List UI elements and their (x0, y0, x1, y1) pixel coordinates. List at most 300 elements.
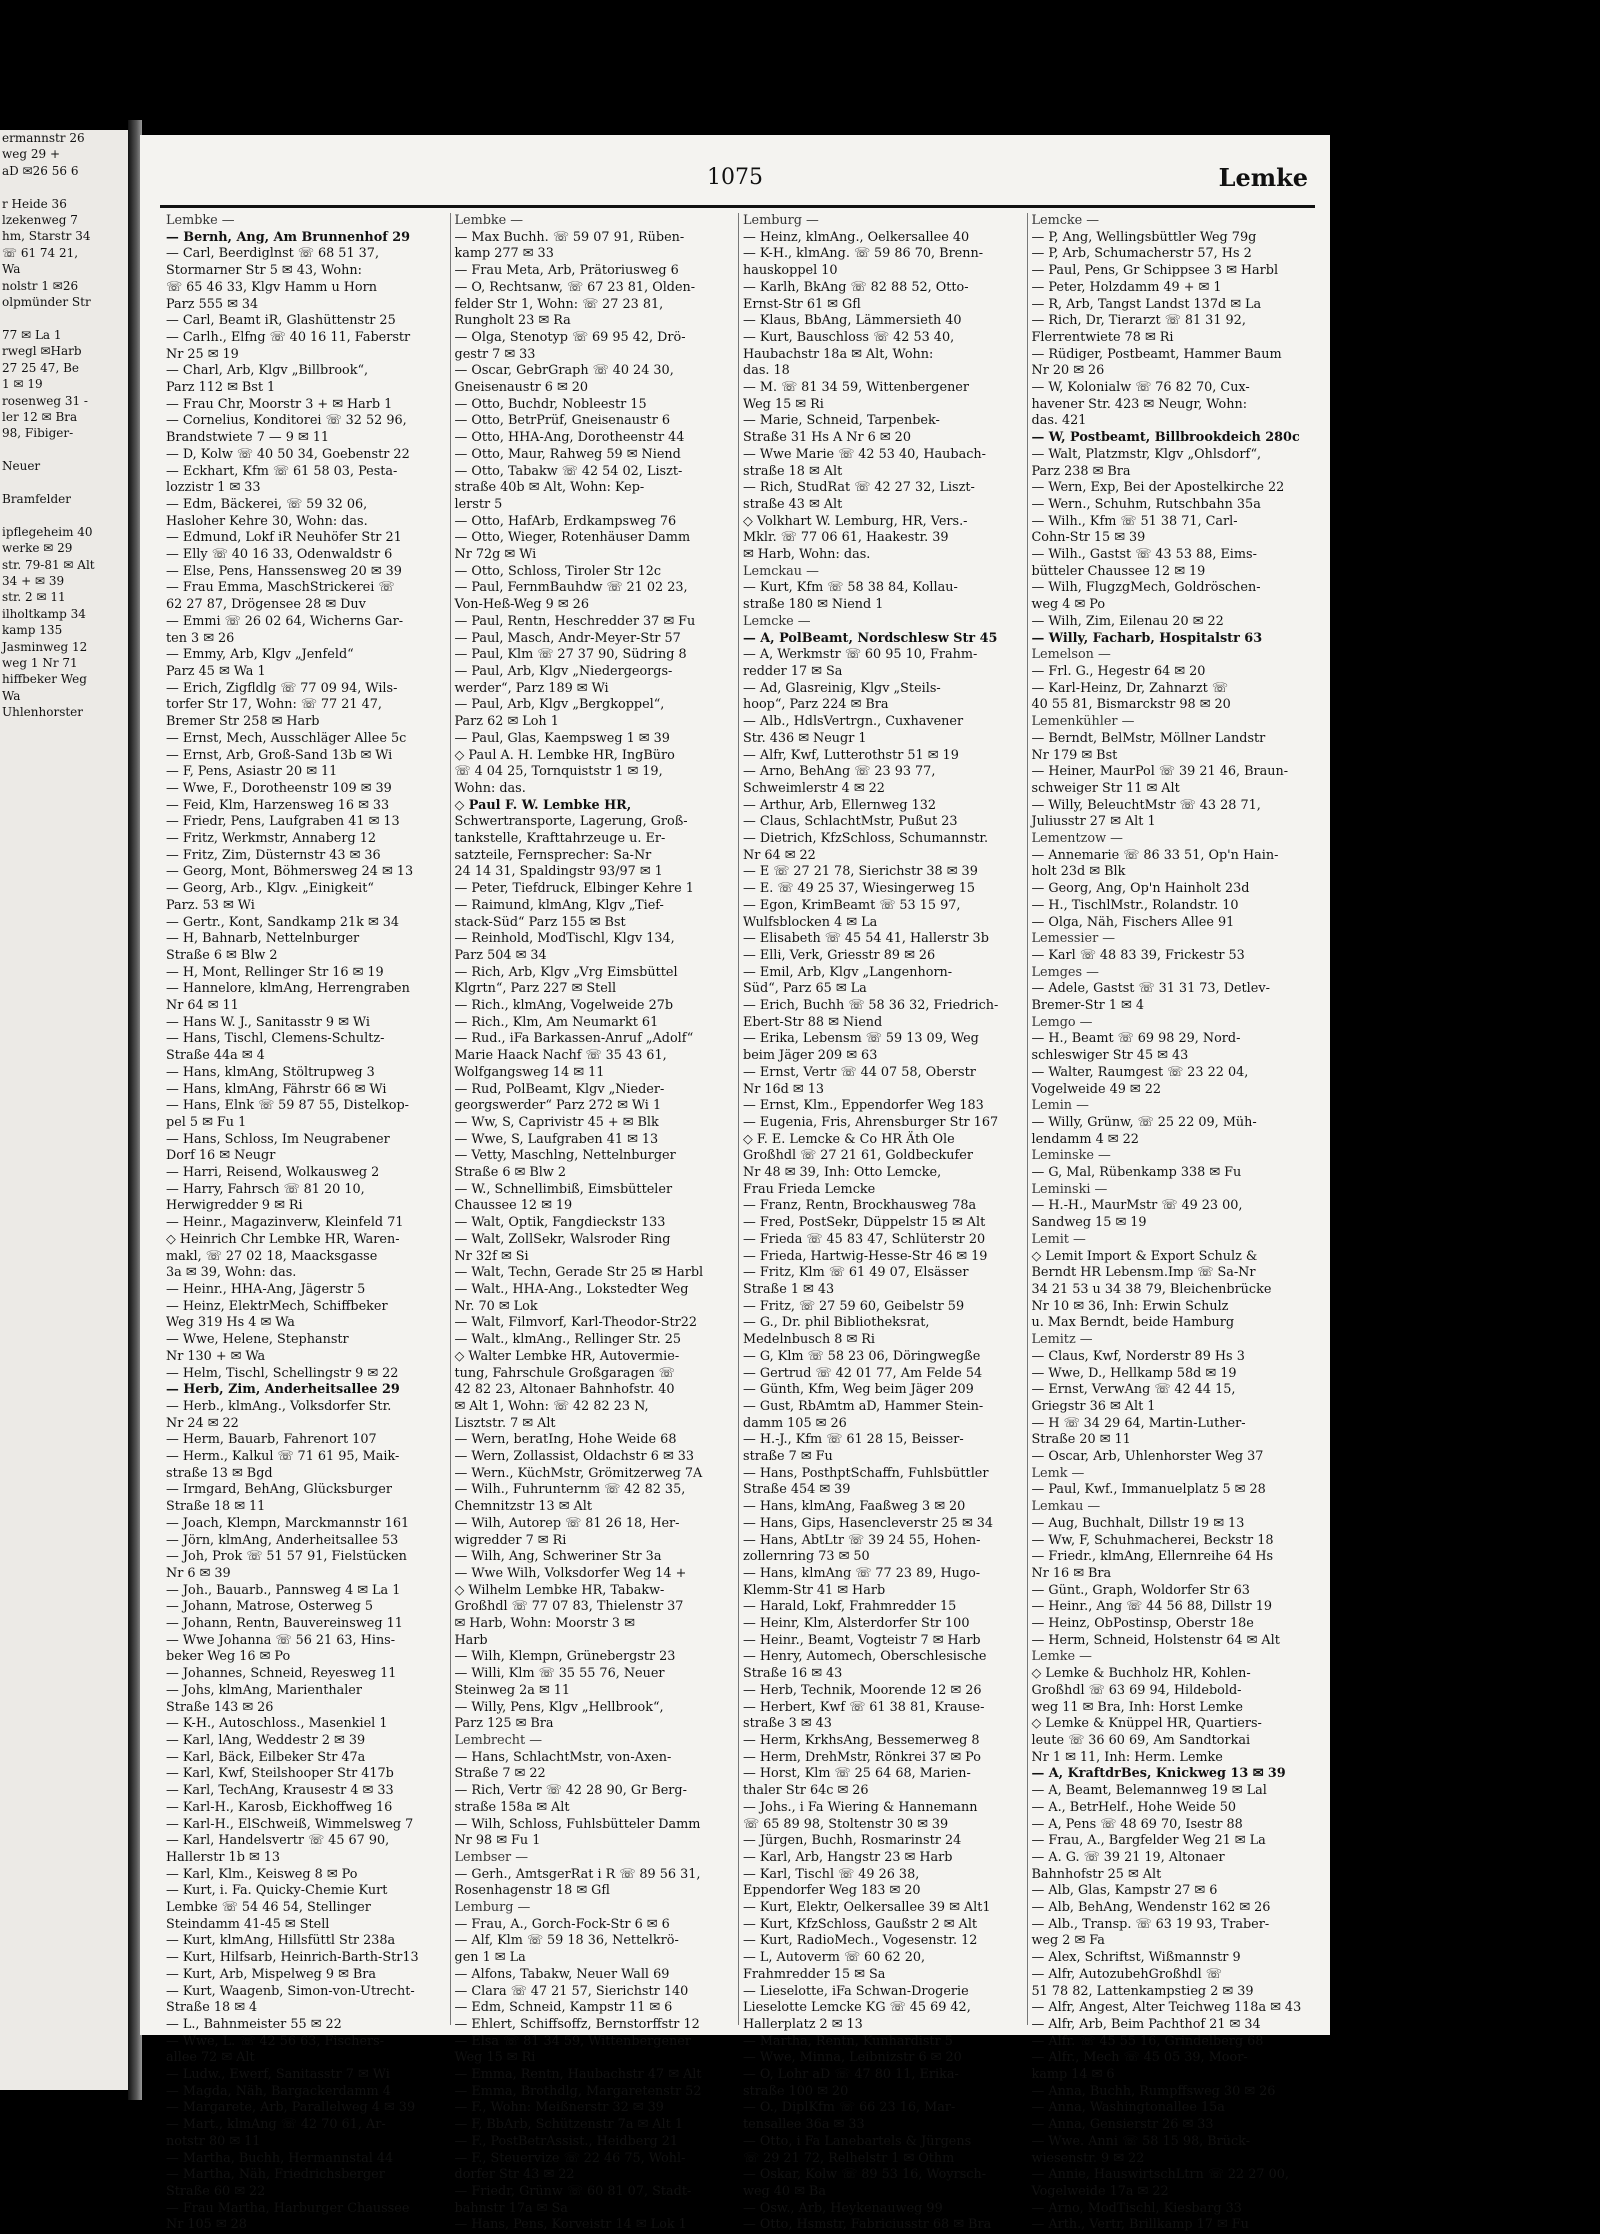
column-1 (162, 213, 450, 2233)
directory-entry: — Edmund, Lokf iR Neuhöfer Str 21 (166, 530, 402, 546)
directory-entry: — G., Dr. phil Bibliotheksrat, (743, 1315, 930, 1331)
left-page-line: str. 2 ✉ 11 (2, 590, 66, 605)
directory-entry: — Willy, Grünw, ☏ 25 22 09, Müh- (1031, 1114, 1257, 1130)
directory-entry: — Paul, Arb, Klgv „Niedergeorgs- (454, 663, 673, 679)
directory-entry: Nr 1 ✉ 11, Inh: Herm. Lemke (1031, 1749, 1223, 1765)
directory-entry: — Kurt, Kfm ☏ 58 38 84, Kollau- (743, 580, 958, 596)
directory-entry: — Olga, Stenotyp ☏ 69 95 42, Drö- (454, 329, 686, 345)
directory-entry: Parz 125 ✉ Bra (454, 1716, 554, 1732)
directory-entry: Hasloher Kehre 30, Wohn: das. (166, 513, 368, 529)
directory-entry: Parz 504 ✉ 34 (454, 947, 547, 963)
directory-entry: Wohn: das. (454, 780, 526, 796)
directory-entry: — Karl, Klm., Keisweg 8 ✉ Po (166, 1866, 358, 1882)
surname-heading: Lemburg — (743, 213, 819, 228)
directory-entry: — Fritz, Zim, Düsternstr 43 ✉ 36 (166, 847, 381, 863)
directory-entry: Straße 6 ✉ Blw 2 (166, 947, 278, 963)
directory-entry: — L, Autoverm ☏ 60 62 20, (743, 1950, 926, 1966)
directory-entry: Haubachstr 18a ✉ Alt, Wohn: (743, 346, 934, 362)
directory-entry: — Rud, PolBeamt, Klgv „Nieder- (454, 1081, 665, 1097)
directory-entry: Großhdl ☏ 77 07 83, Thielenstr 37 (454, 1599, 684, 1615)
directory-entry: — Rüdiger, Postbeamt, Hammer Baum (1031, 346, 1282, 362)
directory-entry: Von-Heß-Weg 9 ✉ 26 (454, 597, 589, 613)
directory-entry: — Eckhart, Kfm ☏ 61 58 03, Pesta- (166, 463, 398, 479)
directory-entry: — Harri, Reisend, Wolkausweg 2 (166, 1165, 380, 1181)
surname-heading: Lementzow — (1031, 831, 1123, 847)
directory-entry: ☏ 29 21 72, Relhelstr 1 ✉ Othm (743, 2150, 955, 2166)
directory-entry: Wulfsblocken 4 ✉ La (743, 914, 878, 930)
directory-entry: — Carl, Beerdiglnst ☏ 68 51 37, (166, 246, 380, 262)
directory-entry: — Alfr., Mech ☏ 45 05 39, Moor- (1031, 2050, 1248, 2066)
directory-entry: Schweimlerstr 4 ✉ 22 (743, 780, 885, 796)
directory-entry: — Paul, Glas, Kaempsweg 1 ✉ 39 (454, 730, 670, 746)
directory-entry: ◇ Lemke & Buchholz HR, Kohlen- (1031, 1666, 1251, 1682)
directory-entry: — Emmy, Arb, Klgv „Jenfeld“ (166, 647, 354, 663)
left-page-line: ler 12 ✉ Bra (2, 409, 78, 424)
directory-entry: — Kurt, Hilfsarb, Heinrich-Barth-Str13 (166, 1950, 419, 1966)
surname-heading: Lemcke — (743, 613, 811, 629)
directory-entry: — Elisabeth ☏ 45 54 41, Hallerstr 3b (743, 931, 989, 947)
directory-entry: — Marie, Schneid, Tarpenbek- (743, 413, 940, 429)
directory-entry: — F., Steuervize ☏ 22 46 75, Wohl- (454, 2150, 686, 2166)
left-page-line: Wa (2, 688, 21, 703)
directory-entry: Großhdl ☏ 27 21 61, Goldbeckufer (743, 1148, 973, 1164)
directory-entry: allee 72 ✉ Alt (166, 2050, 255, 2066)
directory-entry: Bahnhofstr 25 ✉ Alt (1031, 1866, 1162, 1882)
directory-entry: — Gertr., Kont, Sandkamp 21k ✉ 34 (166, 914, 400, 930)
left-page-line: 34 + ✉ 39 (2, 573, 65, 588)
directory-entry: straße 158a ✉ Alt (454, 1799, 570, 1815)
directory-entry: kamp 277 ✉ 33 (454, 246, 554, 262)
directory-entry: — Egon, KrimBeamt ☏ 53 15 97, (743, 897, 961, 913)
directory-entry: Sandweg 15 ✉ 19 (1031, 1215, 1147, 1231)
directory-entry: — Johs, klmAng, Marienthaler (166, 1682, 362, 1698)
directory-entry: — Emma, Rentn, Haubachstr 47 ✉ Alt (454, 2067, 702, 2083)
column-2 (450, 213, 739, 2233)
directory-entry: — Joach, Klempn, Marckmannstr 161 (166, 1515, 410, 1531)
directory-entry: — Joh, Prok ☏ 51 57 91, Fielstücken (166, 1549, 407, 1565)
left-page-line: aD ✉26 56 6 (2, 163, 79, 178)
left-page-line: str. 79-81 ✉ Alt (2, 557, 95, 572)
directory-entry: — A., BetrHelf., Hohe Weide 50 (1031, 1799, 1236, 1815)
directory-entry: Nr 24 ✉ 22 (166, 1415, 239, 1431)
directory-entry: — Herb., klmAng., Volksdorfer Str. (166, 1398, 392, 1414)
directory-entry: — Kurt, Bauschloss ☏ 42 53 40, (743, 329, 955, 345)
directory-entry: — Gerh., AmtsgerRat i R ☏ 89 56 31, (454, 1866, 701, 1882)
left-page-line: 98, Fibiger- (2, 426, 74, 441)
directory-entry: — Harry, Fahrsch ☏ 81 20 10, (166, 1181, 365, 1197)
directory-entry: bahnstr 17a ✉ Sa (454, 2200, 568, 2216)
directory-entry: Weg 319 Hs 4 ✉ Wa (166, 1315, 295, 1331)
directory-entry: — Max Buchh. ☏ 59 07 91, Rüben- (454, 229, 685, 245)
directory-entry: Nr 130 + ✉ Wa (166, 1348, 266, 1364)
surname-heading: Lemkau — (1031, 1499, 1101, 1515)
directory-entry: — Heiner, MaurPol ☏ 39 21 46, Braun- (1031, 764, 1289, 780)
directory-entry: Rosenhagenstr 18 ✉ Gfl (454, 1883, 610, 1899)
directory-entry: — Klaus, BbAng, Lämmersieth 40 (743, 313, 962, 329)
directory-entry: Brandstwiete 7 — 9 ✉ 11 (166, 430, 330, 446)
directory-entry: — Else, Pens, Hanssensweg 20 ✉ 39 (166, 563, 402, 579)
directory-entry: — Anna, Buchh, Rumpffsweg 30 ✉ 26 (1031, 2083, 1276, 2099)
directory-entry: — Annie, HauswirtschLtrn ☏ 22 27 00, (1031, 2167, 1289, 2183)
directory-entry: — Wwe, Helene, Stephanstr (166, 1332, 349, 1348)
directory-entry: Nr 32f ✉ Si (454, 1248, 529, 1264)
directory-entry: Parz 62 ✉ Loh 1 (454, 714, 559, 730)
directory-entry: — Kurt, KfzSchloss, Gaußstr 2 ✉ Alt (743, 1916, 978, 1932)
directory-entry: — Harald, Lokf, Frahmredder 15 (743, 1599, 957, 1615)
directory-entry: — Wwe, L. ☏ 42 56 63, Fischers- (166, 2033, 385, 2049)
directory-entry: — E. ☏ 49 25 37, Wiesingerweg 15 (743, 881, 975, 897)
directory-entry: — D, Kolw ☏ 40 50 34, Goebenstr 22 (166, 446, 410, 462)
header-rule (160, 205, 1315, 208)
directory-entry: — Oscar, GebrGraph ☏ 40 24 30, (454, 363, 674, 379)
directory-entry: — Ernst, Klm., Eppendorfer Weg 183 (743, 1098, 984, 1114)
directory-entry: straße 43 ✉ Alt (743, 496, 843, 512)
directory-entry: — Ernst, VerwAng ☏ 42 44 15, (1031, 1382, 1236, 1398)
surname-heading: Lembser — (454, 1849, 529, 1865)
left-page-line: ermannstr 26 (2, 131, 85, 145)
directory-entry: — Claus, Kwf, Norderstr 89 Hs 3 (1031, 1348, 1245, 1364)
directory-entry: — Wern, Zollassist, Oldachstr 6 ✉ 33 (454, 1449, 695, 1465)
directory-entry: — Alb., HdlsVertrgn., Cuxhavener (743, 714, 964, 730)
directory-entry: Parz. 53 ✉ Wi (166, 897, 255, 913)
directory-entry: straße 3 ✉ 43 (743, 1716, 832, 1732)
directory-entry: — Wilh, Schloss, Fuhlsbütteler Damm (454, 1816, 701, 1832)
directory-entry: 51 78 82, Lattenkampstieg 2 ✉ 39 (1031, 1983, 1254, 1999)
directory-entry: — Wwe Wilh, Volksdorfer Weg 14 + (454, 1565, 687, 1581)
directory-entry: pel 5 ✉ Fu 1 (166, 1114, 247, 1130)
directory-entry: — Gust, RbAmtm aD, Hammer Stein- (743, 1398, 984, 1414)
directory-entry: — Wwe, D., Hellkamp 58d ✉ 19 (1031, 1365, 1237, 1381)
directory-entry: 42 82 23, Altonaer Bahnhofstr. 40 (454, 1382, 675, 1398)
directory-entry: 3a ✉ 39, Wohn: das. (166, 1265, 297, 1281)
directory-entry: Nr 72g ✉ Wi (454, 547, 537, 563)
directory-entry: — Hans, Gips, Hasencleverstr 25 ✉ 34 (743, 1515, 994, 1531)
directory-entry: — Karl-H., Karosb, Eickhoffweg 16 (166, 1799, 393, 1815)
directory-entry: — Hans, klmAng, Faaßweg 3 ✉ 20 (743, 1499, 966, 1515)
directory-entry: ◇ Lemke & Knüppel HR, Quartiers- (1031, 1716, 1262, 1732)
directory-entry: torfer Str 17, Wohn: ☏ 77 21 47, (166, 697, 382, 713)
directory-entry: Chaussee 12 ✉ 19 (454, 1198, 573, 1214)
directory-entry: — Gertrud ☏ 42 01 77, Am Felde 54 (743, 1365, 983, 1381)
directory-entry: weg 11 ✉ Bra, Inh: Horst Lemke (1031, 1699, 1243, 1715)
directory-entry: Nr 48 ✉ 39, Inh: Otto Lemcke, (743, 1165, 942, 1181)
directory-entry: — Hans, AbtLtr ☏ 39 24 55, Hohen- (743, 1532, 981, 1548)
directory-entry: — Wwe, F., Dorotheenstr 109 ✉ 39 (166, 780, 392, 796)
directory-entry: — R, Arb, Tangst Landst 137d ✉ La (1031, 296, 1262, 312)
directory-entry: — Wwe, S, Laufgraben 41 ✉ 13 (454, 1131, 659, 1147)
directory-entry: — Wilh, Klempn, Grünebergstr 23 (454, 1649, 676, 1665)
directory-entry: beim Jäger 209 ✉ 63 (743, 1048, 878, 1064)
directory-entry: ◇ Wilhelm Lembke HR, Tabakw- (454, 1582, 665, 1598)
directory-entry: — Herm., Kalkul ☏ 71 61 95, Maik- (166, 1449, 400, 1465)
running-head: Lemke (1218, 163, 1308, 192)
directory-entry: — Oscar, Arb, Uhlenhorster Weg 37 (1031, 1449, 1264, 1465)
directory-entry: — Paul, FernmBauhdw ☏ 21 02 23, (454, 580, 688, 596)
directory-entry: — Franz, Rentn, Brockhausweg 78a (743, 1198, 977, 1214)
directory-entry: straße 180 ✉ Niend 1 (743, 597, 884, 613)
directory-entry: felder Str 1, Wohn: ☏ 27 23 81, (454, 296, 664, 312)
directory-entry: — Hans, SchlachtMstr, von-Axen- (454, 1749, 672, 1765)
directory-entry: Griegstr 36 ✉ Alt 1 (1031, 1398, 1156, 1414)
directory-entry: — Herbert, Kwf ☏ 61 38 81, Krause- (743, 1699, 985, 1715)
directory-entry: — Otto, Wieger, Rotenhäuser Damm (454, 530, 691, 546)
directory-entry: — Paul, Rentn, Heschredder 37 ✉ Fu (454, 613, 696, 629)
directory-entry: — Heinr., HHA-Ang, Jägerstr 5 (166, 1282, 366, 1297)
directory-entry: — Hans W. J., Sanitasstr 9 ✉ Wi (166, 1014, 370, 1030)
directory-entry: lendamm 4 ✉ 22 (1031, 1131, 1139, 1147)
directory-entry: Parz 112 ✉ Bst 1 (166, 380, 276, 396)
directory-entry: — Fritz, ☏ 27 59 60, Geibelstr 59 (743, 1298, 965, 1314)
directory-entry: Juliusstr 27 ✉ Alt 1 (1031, 814, 1156, 830)
directory-entry: Lieselotte Lemcke KG ☏ 45 69 42, (743, 2000, 971, 2016)
directory-entry: holt 23d ✉ Blk (1031, 864, 1126, 880)
directory-entry: Straße 18 ✉ 11 (166, 1499, 266, 1515)
directory-entry: ◇ Volkhart W. Lemburg, HR, Vers.- (743, 513, 968, 529)
directory-entry: — K-H., klmAng. ☏ 59 86 70, Brenn- (743, 246, 984, 262)
directory-entry: — Wilh., Kfm ☏ 51 38 71, Carl- (1031, 513, 1238, 529)
directory-entry: gen 1 ✉ La (454, 1950, 526, 1966)
directory-entry: 40 55 81, Bismarckstr 98 ✉ 20 (1031, 697, 1231, 713)
directory-entry: ☏ 65 46 33, Klgv Hamm u Horn (166, 279, 377, 295)
left-page-line: 27 25 47, Be (2, 360, 79, 375)
directory-entry: Straße 20 ✉ 11 (1031, 1432, 1131, 1448)
surname-heading: Lemcke — (1031, 213, 1100, 228)
directory-entry: — Carl, Beamt iR, Glashüttenstr 25 (166, 313, 396, 329)
directory-entry: Straße 44a ✉ 4 (166, 1048, 265, 1064)
directory-entry: ten 3 ✉ 26 (166, 630, 235, 646)
directory-entry: — Herm, Bauarb, Fahrenort 107 (166, 1432, 377, 1448)
left-page-line: Jasminweg 12 (2, 639, 88, 654)
left-page-line (0, 179, 128, 195)
directory-entry: — Willi, Klm ☏ 35 55 76, Neuer (454, 1666, 665, 1682)
directory-entry: — Paul, Pens, Gr Schippsee 3 ✉ Harbl (1031, 263, 1279, 279)
surname-heading: Lemges — (1031, 964, 1099, 980)
directory-entry: — Heinz, ElektrMech, Schiffbeker (166, 1298, 388, 1314)
directory-entry: weg 2 ✉ Fa (1031, 1933, 1105, 1949)
directory-page (140, 135, 1330, 2233)
surname-heading: Lemgo — (1031, 1014, 1093, 1030)
directory-entry: Ebert-Str 88 ✉ Niend (743, 1014, 883, 1030)
left-page-line (0, 475, 128, 491)
directory-entry: wigredder 7 ✉ Ri (454, 1532, 567, 1548)
directory-entry: — Georg, Arb., Klgv. „Einigkeit“ (166, 881, 374, 897)
directory-entry: — H, Mont, Rellinger Str 16 ✉ 19 (166, 964, 384, 980)
directory-entry: — Alfr, Kwf, Lutterothstr 51 ✉ 19 (743, 747, 959, 763)
column-4 (1027, 213, 1316, 2233)
directory-entry: Harb (454, 1632, 488, 1648)
directory-entry: — Margarete, Arb, Parallelweg 4 ✉ 39 (166, 2100, 416, 2116)
directory-entry: weg 40 ✉ Ba (743, 2183, 826, 2199)
directory-entry: — Annemarie ☏ 86 33 51, Op'n Hain- (1031, 847, 1279, 863)
directory-entry: — Alfr, AutozubehGroßhdl ☏ (1031, 1966, 1222, 1982)
directory-entry: Lembke ☏ 54 46 54, Stellinger (166, 1900, 371, 1916)
directory-entry: wiesenstr. 9 ✉ 22 (1031, 2150, 1145, 2166)
directory-entry: Str. 436 ✉ Neugr 1 (743, 730, 867, 746)
surname-heading: Lembrecht — (454, 1732, 543, 1748)
surname-heading: Lemenkühler — (1031, 714, 1135, 730)
directory-entry: weg 4 ✉ Po (1031, 597, 1106, 613)
directory-entry: — Karl ☏ 48 83 39, Frickestr 53 (1031, 947, 1245, 963)
surname-heading: Lemitz — (1031, 1332, 1093, 1348)
directory-entry: — Rich., klmAng, Vogelweide 27b (454, 998, 674, 1014)
directory-entry: — Fred, PostSekr, Düppelstr 15 ✉ Alt (743, 1215, 986, 1231)
directory-entry: — Anna, Washingtonallee 15a (1031, 2100, 1225, 2116)
directory-entry: — H.-J., Kfm ☏ 61 28 15, Beisser- (743, 1432, 964, 1448)
left-page-line: kamp 135 (2, 623, 63, 638)
directory-entry: — Alb, BehAng, Wendenstr 162 ✉ 26 (1031, 1900, 1271, 1916)
directory-entry: — Willy, Facharb, Hospitalstr 63 (1031, 630, 1263, 646)
directory-entry: — L., Bahnmeister 55 ✉ 22 (166, 2016, 342, 2032)
directory-entry: Vogelweide 17a ✉ 22 (1031, 2183, 1169, 2199)
directory-entry: — Heinr., Beamt, Vogteistr 7 ✉ Harb (743, 1632, 981, 1648)
directory-entry: Nr 98 ✉ Fu 1 (454, 1833, 541, 1849)
directory-entry: — Kurt, Arb, Mispelweg 9 ✉ Bra (166, 1966, 377, 1982)
directory-entry: Gneisenaustr 6 ✉ 20 (454, 380, 589, 396)
directory-entry: bütteler Chaussee 12 ✉ 19 (1031, 563, 1206, 579)
directory-entry: Straße 143 ✉ 26 (166, 1699, 274, 1715)
directory-entry: ◇ Lemit Import & Export Schulz & (1031, 1248, 1258, 1264)
directory-entry: — Günt., Graph, Woldorfer Str 63 (1031, 1582, 1250, 1598)
directory-entry: — Friedr, Grünw ☏ 60 81 07, Stadt- (454, 2183, 692, 2199)
directory-entry: — H., Beamt ☏ 69 98 29, Nord- (1031, 1031, 1241, 1047)
directory-entry: — Eugenia, Fris, Ahrensburger Str 167 (743, 1114, 999, 1130)
directory-entry: Nr 16d ✉ 13 (743, 1081, 824, 1097)
directory-entry: — Magda, Näh, Bargackerdamm 4 (166, 2083, 391, 2099)
directory-entry: — Alb., Transp. ☏ 63 19 93, Traber- (1031, 1916, 1270, 1932)
directory-entry: — Walt., klmAng., Rellinger Str. 25 (454, 1332, 682, 1348)
directory-entry: — Charl, Arb, Klgv „Billbrook“, (166, 363, 369, 379)
directory-entry: — Paul, Masch, Andr-Meyer-Str 57 (454, 630, 681, 646)
directory-entry: — Arthur, Arb, Ellernweg 132 (743, 797, 937, 813)
surname-heading: Lemckau — (743, 563, 819, 579)
directory-entry: Weg 15 ✉ Ri (743, 396, 824, 412)
directory-entry: — Erich, Zigfldlg ☏ 77 09 94, Wils- (166, 680, 398, 696)
columns (162, 213, 1315, 2233)
directory-entry: werder“, Parz 189 ✉ Wi (454, 680, 609, 696)
directory-entry: Klemm-Str 41 ✉ Harb (743, 1582, 886, 1598)
directory-entry: — O, Lohr aD ☏ 47 80 11, Erika- (743, 2067, 959, 2083)
directory-entry: — G, Klm ☏ 58 23 06, Döringwegße (743, 1348, 981, 1364)
directory-entry: — Rich, Vertr ☏ 42 28 90, Gr Berg- (454, 1783, 687, 1799)
directory-entry: schweiger Str 11 ✉ Alt (1031, 780, 1180, 796)
directory-entry: — Berndt, BelMstr, Möllner Landstr (1031, 730, 1266, 746)
directory-entry: — Wwe. Anni ☏ 58 15 98, Brück- (1031, 2133, 1251, 2149)
directory-entry: — Emma, Brothdlg, Margaretenstr 52 (454, 2083, 702, 2099)
directory-entry: — Otto, Hsmstr, Fabriciusstr 68 ✉ Bra (743, 2217, 992, 2233)
directory-entry: Rungholt 23 ✉ Ra (454, 313, 571, 329)
directory-entry: ☏ 65 89 98, Stoltenstr 30 ✉ 39 (743, 1816, 949, 1832)
directory-entry: — Alfr. ☏ 45 55 16, Grindelberg 68 (1031, 2033, 1264, 2049)
directory-entry: — Otto, Buchdr, Nobleestr 15 (454, 396, 647, 412)
directory-entry: — Walt, Platzmstr, Klgv „Ohlsdorf“, (1031, 446, 1262, 462)
directory-entry: gestr 7 ✉ 33 (454, 346, 536, 362)
directory-entry: Straße 6 ✉ Blw 2 (454, 1165, 567, 1181)
directory-entry: — Anna, Gensierstr 26 ✉ 33 (1031, 2117, 1214, 2133)
directory-entry: — Hans, klmAng, Stöltrupweg 3 (166, 1064, 375, 1080)
directory-entry: — Alfr, Arb, Beim Pachthof 21 ✉ 34 (1031, 2016, 1261, 2032)
directory-entry: Frahmredder 15 ✉ Sa (743, 1966, 886, 1982)
left-page-line: olpmünder Str (2, 295, 91, 310)
directory-entry: das. 421 (1031, 413, 1087, 429)
left-page-line: lzekenweg 7 (2, 213, 78, 228)
left-page-line: hm, Starstr 34 (2, 229, 91, 244)
directory-entry: Lisztstr. 7 ✉ Alt (454, 1415, 556, 1431)
directory-entry: — Wwe, Minna, Leibnizstr 6 ✉ 20 (743, 2050, 962, 2066)
directory-entry: Bremer Str 258 ✉ Harb (166, 714, 320, 730)
directory-entry: Nr 6 ✉ 39 (166, 1565, 231, 1581)
directory-entry: — Carlh., Elfng ☏ 40 16 11, Faberstr (166, 329, 411, 345)
directory-entry: — Dietrich, KfzSchloss, Schumannstr. (743, 831, 989, 847)
directory-entry: — Helm, Tischl, Schellingstr 9 ✉ 22 (166, 1365, 399, 1381)
directory-entry: — Otto, Maur, Rahweg 59 ✉ Niend (454, 446, 681, 462)
directory-entry: — Rich, Dr, Tierarzt ☏ 81 31 92, (1031, 313, 1246, 329)
left-page-line: weg 29 + (2, 147, 61, 162)
directory-entry: lerstr 5 (454, 496, 503, 512)
directory-entry: — Arno, BehAng ☏ 23 93 77, (743, 764, 936, 780)
directory-entry: thaler Str 64c ✉ 26 (743, 1783, 869, 1799)
directory-entry: Straße 18 ✉ 4 (166, 2000, 258, 2016)
directory-entry: — Georg, Mont, Böhmersweg 24 ✉ 13 (166, 864, 414, 880)
directory-entry: — Edm, Bäckerei, ☏ 59 32 06, (166, 496, 368, 512)
directory-entry: Nr 179 ✉ Bst (1031, 747, 1118, 763)
directory-entry: tensallee 36a ✉ 33 (743, 2117, 865, 2133)
directory-entry: Wolfgangsweg 14 ✉ 11 (454, 1064, 605, 1080)
directory-entry: — Otto, i Fa Lanebartels & Jürgens (743, 2133, 972, 2149)
directory-entry: Parz 238 ✉ Bra (1031, 463, 1131, 479)
directory-entry: lozzistr 1 ✉ 33 (166, 480, 261, 496)
left-page-line: hiffbeker Weg (2, 672, 87, 687)
directory-entry: Ernst-Str 61 ✉ Gfl (743, 296, 861, 312)
directory-entry: — Wern., KüchMstr, Grömitzerweg 7A (454, 1465, 703, 1481)
directory-entry: — Reinhold, ModTischl, Klgv 134, (454, 931, 675, 947)
directory-entry: — Clara ☏ 47 21 57, Sierichstr 140 (454, 1983, 689, 1999)
directory-entry: — Horst, Klm ☏ 25 64 68, Marien- (743, 1766, 971, 1782)
directory-entry: — Karl, Tischl ☏ 49 26 38, (743, 1866, 920, 1882)
directory-entry: — Walt, ZollSekr, Walsroder Ring (454, 1231, 671, 1247)
directory-entry: — Hans, klmAng ☏ 77 23 89, Hugo- (743, 1565, 981, 1581)
directory-entry: — Hans, PosthptSchaffn, Fuhlsbüttler (743, 1465, 989, 1481)
directory-entry: — Karl, lAng, Weddestr 2 ✉ 39 (166, 1732, 366, 1748)
directory-entry: Nr 25 ✉ 19 (166, 346, 239, 362)
directory-entry: — Walt, Filmvorf, Karl-Theodor-Str22 (454, 1315, 698, 1331)
directory-entry: — Alfr, Angest, Alter Teichweg 118a ✉ 43 (1031, 2000, 1302, 2016)
directory-entry: ◇ F. E. Lemcke & Co HR Äth Ole (743, 1131, 955, 1147)
directory-entry: — Otto, Schloss, Tiroler Str 12c (454, 563, 662, 579)
directory-entry: — Rich, Arb, Klgv „Vrg Eimsbüttel (454, 964, 678, 980)
directory-entry: — Heinr, Klm, Alsterdorfer Str 100 (743, 1616, 970, 1632)
surname-heading: Lemke — (1031, 1649, 1092, 1665)
directory-entry: — Frau Chr, Moorstr 3 + ✉ Harb 1 (166, 396, 393, 412)
directory-entry: Nr. 70 ✉ Lok (454, 1298, 538, 1314)
directory-entry: — Wern, Exp, Bei der Apostelkirche 22 (1031, 480, 1285, 496)
left-page-line: Uhlenhorster (2, 705, 84, 720)
directory-entry: — Fritz, Werkmstr, Annaberg 12 (166, 831, 376, 847)
directory-entry: — A, Werkmstr ☏ 60 95 10, Frahm- (743, 647, 978, 663)
directory-entry: makl, ☏ 27 02 18, Maacksgasse (166, 1248, 378, 1264)
directory-entry: — Henry, Automech, Oberschlesische (743, 1649, 987, 1665)
directory-entry: — Herb, Zim, Anderheitsallee 29 (166, 1382, 400, 1398)
directory-entry: — Hans, klmAng, Fährstr 66 ✉ Wi (166, 1081, 387, 1097)
directory-entry: Nr 20 ✉ 26 (1031, 363, 1105, 379)
directory-entry: — Adele, Gastst ☏ 31 31 73, Detlev- (1031, 981, 1270, 997)
left-page-line: Bramfelder (2, 491, 71, 506)
directory-entry: — Frau Martha, Harburger Chaussee (166, 2200, 410, 2216)
left-page-line: ilholtkamp 34 (2, 606, 86, 621)
directory-entry: straße 18 ✉ Alt (743, 463, 843, 479)
directory-entry: — Heinz, ObPostinsp, Oberstr 18e (1031, 1616, 1254, 1632)
directory-entry: — Raimund, klmAng, Klgv „Tief- (454, 897, 664, 913)
directory-entry: Medelnbusch 8 ✉ Ri (743, 1332, 875, 1348)
